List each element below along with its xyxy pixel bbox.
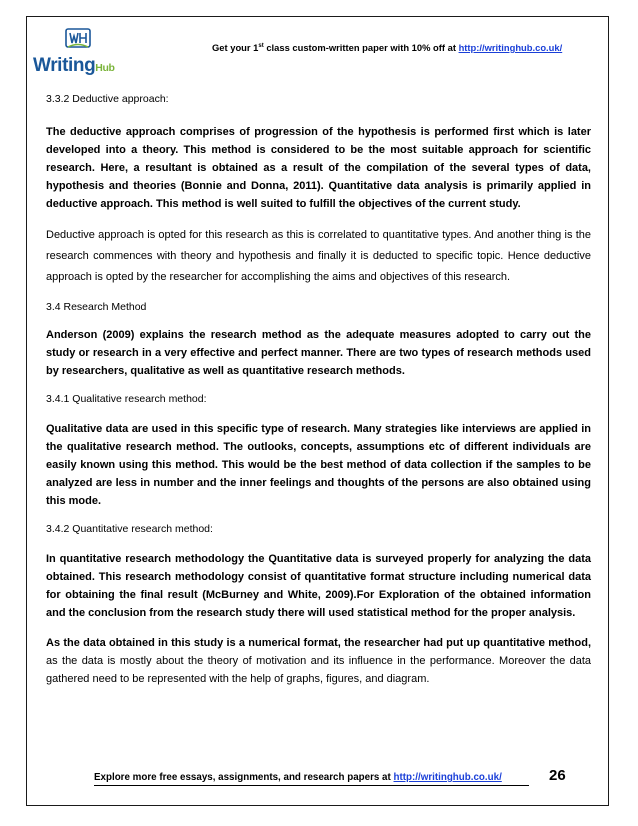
page-body [46,92,591,688]
heading-3-4-1: 3.4.1 Qualitative research method: [46,393,207,405]
book-emblem-icon [65,28,91,48]
paragraph-deductive-bold: The deductive approach comprises of progression of the hypothesis is performed first which is later developed into a theory. This method is considered to be the most suitable approach for scientific research. Here, a resultant is obtained as a result of the compilation of the several types of data, hypothesis and theories (Bonnie and Donna, 2011). Quantitative data analysis is primarily applied in deductive approach. This method is well suited to fulfill the objectives of the current study. [46,126,591,210]
final-normal-part: as the data is mostly about the theory of motivation and its influence in the performance. Moreover the data gathered need to be represented with the help of graphs, figures, and diagram. [46,655,591,685]
promo-prefix: Get your 1 [212,42,259,53]
footer-link[interactable]: http://writinghub.co.uk/ [393,772,502,783]
final-bold-part: As the data obtained in this study is a numerical format, the researcher had put up quantitative method, [46,637,591,649]
heading-3-4-2: 3.4.2 Quantitative research method: [46,523,213,535]
footer-label: Explore more free essays, assignments, and research papers at [94,772,394,783]
page-number: 26 [549,767,566,784]
heading-3-3-2: 3.3.2 Deductive approach: [46,93,169,105]
header-promo [212,42,562,53]
promo-superscript: st [258,42,264,49]
paragraph-deductive-normal: Deductive approach is opted for this research as this is correlated to quantitative types. And another thing is the research commences with theory and hypothesis and finally it is deducted to specific topic. Hence deductive approach is opted by the researcher for accomplishing the aims and objectives of this research. [46,229,591,283]
footer-divider [94,785,529,786]
paragraph-quantitative: In quantitative research methodology the Quantitative data is surveyed properly for analyzing the data obtained. This research methodology consist of quantitative format structure including numerical data for obtaining the final result (McBurney and White, 2009).For Exploration of the obtained information and the conclusion from the research study there will used statistical method for the proper analysis. [46,553,591,619]
logo-part-hub: Hub [95,62,115,74]
footer-text [94,772,502,783]
paragraph-final [46,634,591,688]
promo-middle: class custom-written paper with 10% off at [263,42,459,53]
writinghub-logo[interactable] [33,28,133,78]
logo-part-writing: Writing [33,55,96,76]
logo-wordmark [33,55,115,77]
header-link[interactable]: http://writinghub.co.uk/ [458,42,563,53]
paragraph-research-method: Anderson (2009) explains the research method as the adequate measures adopted to carry out the study or research in a very effective and perfect manner. There are two types of research methods used by researchers, qualitative as well as quantitative research methods. [46,329,591,377]
heading-3-4: 3.4 Research Method [46,301,147,313]
paragraph-qualitative: Qualitative data are used in this specific type of research. Many strategies like interviews are applied in the qualitative research method. The outlooks, concepts, assumptions etc of different individuals are easily known using this method. This would be the best method of data collection if the samples to be analyzed are less in number and the inner feelings and thoughts of the persons are also obtained using this mode. [46,423,591,507]
